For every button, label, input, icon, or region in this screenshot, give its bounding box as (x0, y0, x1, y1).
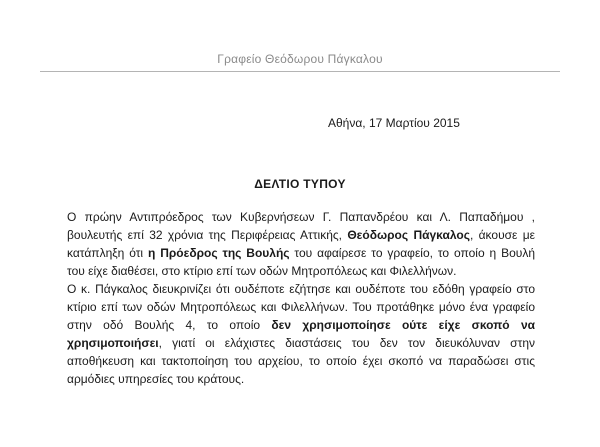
date-line: Αθήνα, 17 Μαρτίου 2015 (328, 116, 460, 130)
header-divider (40, 71, 560, 72)
paragraph-2-text-a: Ο κ. Πάγκαλος διευκρινίζει ότι ουδέποτε εζήτησε και ουδέποτε του εδόθη γραφείο στο κτίριο επί των οδών Μητροπόλεως και Φιλελλήνων. Του προτάθηκε μόνο ένα γραφείο στην οδό Βουλής 4, το οποίο (67, 282, 535, 332)
parliament-speaker: η Πρόεδρος της Βουλής (148, 246, 290, 260)
paragraph-1 (67, 208, 535, 280)
paragraph-2 (67, 280, 535, 388)
paragraph-1-text-b: , άκουσε με κατάπληξη ότι (67, 228, 535, 260)
paragraph-1-text-a: Ο πρώην Αντιπρόεδρος των Κυβερνήσεων Γ. Παπανδρέου και Λ. Παπαδήμου , βουλευτής επί 32 χρόνια της Περιφέρειας Αττικής, (67, 210, 535, 242)
document-title: ΔΕΛΤΙΟ ΤΥΠΟΥ (254, 177, 346, 191)
paragraph-1-text-c: του αφαίρεσε το γραφείο, το οποίο η Βουλή του είχε διαθέσει, στο κτίριο επί των οδών Μητροπόλεως και Φιλελλήνων. (67, 246, 535, 278)
press-release-body (67, 208, 535, 388)
paragraph-2-emphasis: δεν χρησιμοποίησε ούτε είχε σκοπό να χρησιμοποιήσει (67, 318, 535, 350)
paragraph-2-text-b: , γιατί οι ελάχιστες διαστάσεις του δεν τον διευκόλυναν στην αποθήκευση και τακτοποίηση του αρχείου, το οποίο έχει σκοπό να παραδώσει στις αρμόδιες υπηρεσίες του κράτους. (67, 336, 535, 386)
office-header: Γραφείο Θεόδωρου Πάγκαλου (217, 52, 383, 66)
politician-name: Θεόδωρος Πάγκαλος (347, 228, 470, 242)
